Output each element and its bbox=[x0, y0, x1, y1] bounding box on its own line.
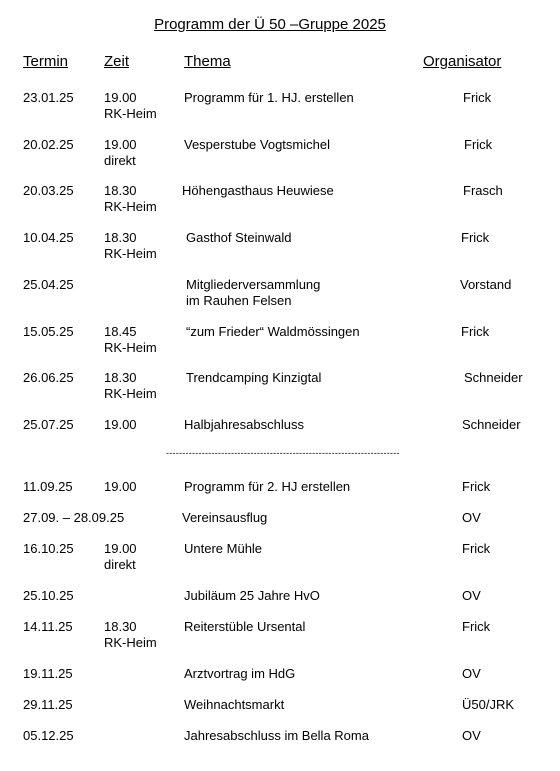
cell-termin: 23.01.25 bbox=[23, 90, 74, 105]
cell-thema: Trendcamping Kinzigtal bbox=[186, 370, 322, 385]
cell-organisator: OV bbox=[462, 728, 481, 743]
cell-thema: Untere Mühle bbox=[184, 541, 263, 556]
cell-thema: Arztvortrag im HdG bbox=[184, 666, 296, 681]
cell-termin: 15.05.25 bbox=[23, 324, 74, 339]
cell-zeit: 18.30 RK-Heim bbox=[104, 619, 157, 650]
cell-organisator: Ü50/JRK bbox=[462, 697, 515, 712]
cell-termin: 19.11.25 bbox=[23, 666, 73, 681]
cell-organisator: Frick bbox=[461, 230, 490, 245]
cell-organisator: Vorstand bbox=[460, 277, 512, 292]
cell-organisator: Frick bbox=[464, 137, 493, 152]
cell-thema: Weihnachtsmarkt bbox=[184, 697, 285, 712]
cell-zeit: 19.00 direkt bbox=[104, 541, 137, 572]
header-organisator: Organisator bbox=[423, 53, 502, 70]
cell-zeit: 18.45 RK-Heim bbox=[104, 324, 157, 355]
cell-thema: Gasthof Steinwald bbox=[186, 230, 292, 245]
cell-thema: Halbjahresabschluss bbox=[184, 417, 304, 432]
cell-termin: 10.04.25 bbox=[23, 230, 74, 245]
cell-organisator: OV bbox=[462, 588, 481, 603]
cell-termin: 25.04.25 bbox=[23, 277, 74, 292]
cell-zeit: 18.30 RK-Heim bbox=[104, 183, 157, 214]
cell-thema: Reiterstüble Ursental bbox=[184, 619, 306, 634]
header-termin: Termin bbox=[23, 53, 69, 70]
cell-organisator: OV bbox=[462, 510, 481, 525]
cell-organisator: Schneider bbox=[464, 370, 523, 385]
cell-zeit: 19.00 RK-Heim bbox=[104, 90, 157, 121]
cell-termin: 29.11.25 bbox=[23, 697, 73, 712]
cell-termin: 20.03.25 bbox=[23, 183, 74, 198]
cell-organisator: Frick bbox=[462, 619, 491, 634]
cell-termin: 25.10.25 bbox=[23, 588, 74, 603]
cell-termin: 16.10.25 bbox=[23, 541, 74, 556]
cell-thema: Mitgliederversammlung im Rauhen Felsen bbox=[186, 277, 321, 308]
cell-thema: Jahresabschluss im Bella Roma bbox=[184, 728, 369, 743]
cell-thema: Höhengasthaus Heuwiese bbox=[182, 183, 334, 198]
cell-thema: Vereinsausflug bbox=[182, 510, 268, 525]
cell-zeit: 18.30 RK-Heim bbox=[104, 230, 157, 261]
cell-zeit: 19.00 bbox=[104, 479, 137, 494]
cell-thema: Jubiläum 25 Jahre HvO bbox=[184, 588, 320, 603]
cell-organisator: OV bbox=[462, 666, 481, 681]
cell-thema: Vesperstube Vogtsmichel bbox=[184, 137, 330, 152]
cell-thema: “zum Frieder“ Waldmössingen bbox=[186, 324, 360, 339]
page-title: Programm der Ü 50 –Gruppe 2025 bbox=[154, 16, 386, 33]
header-thema: Thema bbox=[184, 53, 231, 70]
section-divider: ------------------------------------------------------------------------ bbox=[166, 448, 400, 458]
cell-zeit: 19.00 bbox=[104, 417, 137, 432]
cell-termin: 14.11.25 bbox=[23, 619, 73, 634]
cell-organisator: Frick bbox=[461, 324, 490, 339]
cell-organisator: Frick bbox=[462, 541, 491, 556]
cell-organisator: Frick bbox=[462, 479, 491, 494]
cell-termin: 11.09.25 bbox=[23, 479, 73, 494]
cell-zeit: 19.00 direkt bbox=[104, 137, 137, 168]
cell-organisator: Frick bbox=[463, 90, 492, 105]
cell-termin: 27.09. – 28.09.25 bbox=[23, 510, 125, 525]
cell-thema: Programm für 2. HJ erstellen bbox=[184, 479, 351, 494]
header-zeit: Zeit bbox=[104, 53, 130, 70]
cell-organisator: Schneider bbox=[462, 417, 521, 432]
cell-thema: Programm für 1. HJ. erstellen bbox=[184, 90, 354, 105]
cell-zeit: 18.30 RK-Heim bbox=[104, 370, 157, 401]
cell-organisator: Frasch bbox=[463, 183, 503, 198]
cell-termin: 25.07.25 bbox=[23, 417, 74, 432]
cell-termin: 26.06.25 bbox=[23, 370, 74, 385]
cell-termin: 05.12.25 bbox=[23, 728, 74, 743]
cell-termin: 20.02.25 bbox=[23, 137, 74, 152]
